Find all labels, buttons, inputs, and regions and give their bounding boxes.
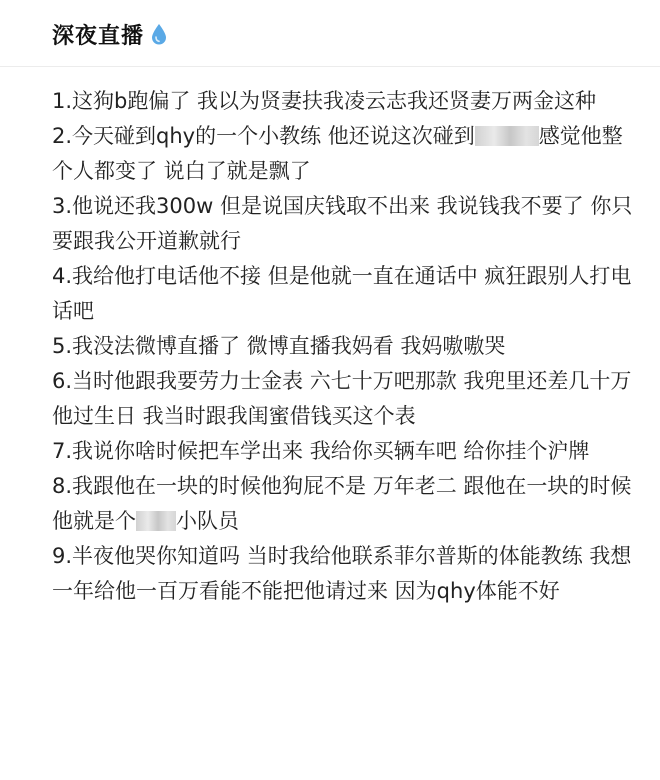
list-item-8-text-start: 8.我跟他在一块的时候他狗屁不是 万年老二 跟他在一块的时候他就是个 [52, 474, 632, 533]
list-item-5: 5.我没法微博直播了 微博直播我妈看 我妈嗷嗷哭 [52, 334, 506, 358]
redacted-text [475, 126, 539, 146]
list-item-2-text-start: 2.今天碰到qhy的一个小教练 他还说这次碰到 [52, 124, 475, 148]
post-title: 深夜直播 [52, 23, 145, 49]
redacted-text [136, 511, 176, 531]
list-item-2-text-end: 感觉他整个人都变了 说白了就是飘了 [52, 124, 623, 183]
list-item-7: 7.我说你啥时候把车学出来 我给你买辆车吧 给你挂个沪牌 [52, 439, 590, 463]
list-item-6: 6.当时他跟我要劳力士金表 六七十万吧那款 我兜里还差几十万 他过生日 我当时跟我闺蜜借钱买这个表 [52, 369, 632, 428]
list-item-9: 9.半夜他哭你知道吗 当时我给他联系菲尔普斯的体能教练 我想一年给他一百万看能不能把他请过来 因为qhy体能不好 [52, 544, 632, 603]
list-item-4: 4.我给他打电话他不接 但是他就一直在通话中 疯狂跟别人打电话吧 [52, 264, 632, 323]
header-divider [0, 66, 660, 67]
post-body [52, 84, 636, 609]
list-item-8-text-end: 小队员 [176, 509, 239, 533]
list-item-8 [52, 469, 636, 539]
post-header [52, 12, 168, 56]
list-item-3: 3.他说还我300w 但是说国庆钱取不出来 我说钱我不要了 你只要跟我公开道歉就行 [52, 194, 633, 253]
list-item-2 [52, 119, 636, 189]
list-item-1: 1.这狗b跑偏了 我以为贤妻扶我凌云志我还贤妻万两金这种 [52, 89, 597, 113]
water-drop-icon [150, 22, 168, 46]
